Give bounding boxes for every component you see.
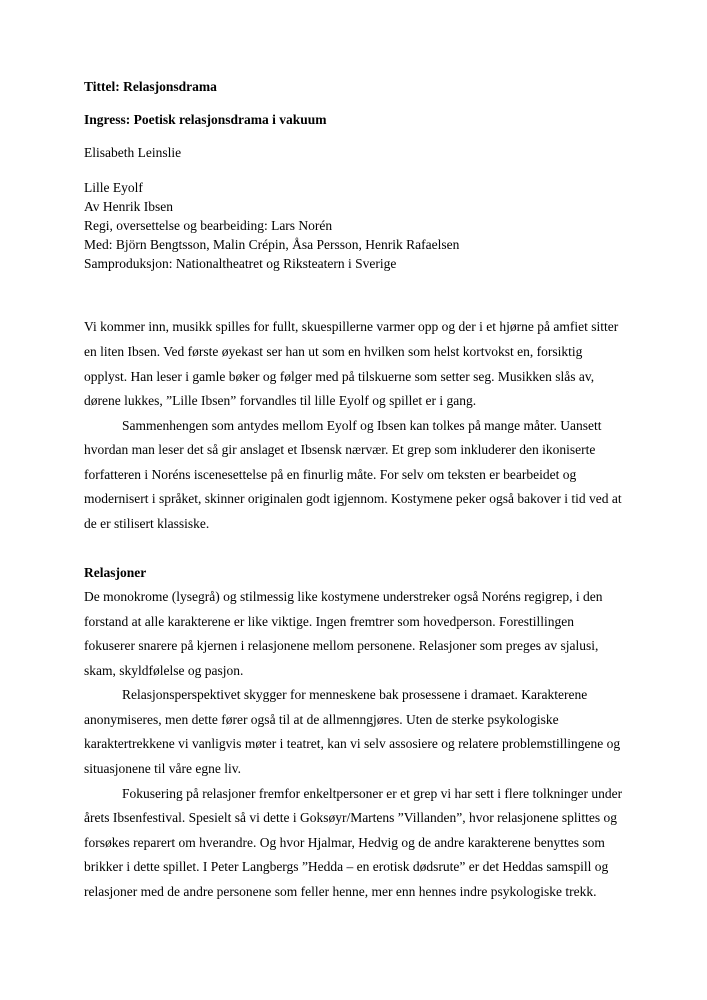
credit-line-cast: Med: Björn Bengtsson, Malin Crépin, Åsa Persson, Henrik Rafaelsen <box>84 237 460 253</box>
section-paragraph-3: Fokusering på relasjoner fremfor enkeltpersoner er et grep vi har sett i flere tolkninger under årets Ibsenfestival. Spesielt så vi dette i Goksøyr/Martens ”Villanden”, hvor relasjonene splittes og forsøkes reparert om hverandre. Og hvor Hjalmar, Hedvig og de andre karakterene benyttes som brikker i dette spillet. I Peter Langbergs ”Hedda – en erotisk dødsrute” er det Heddas samspill og relasjoner med de andre personene som feller henne, mer enn hennes indre psykologiske trekk. <box>84 785 623 899</box>
intro-paragraph-1: Vi kommer inn, musikk spilles for fullt, skuespillerne varmer opp og der i et hjørne på amfiet sitter en liten Ibsen. Ved første øyekast ser han ut som en hvilken som helst kortvokst en, forsiktig opplyst. Han leser i gamle bøker og følger med på tilskuerne som setter seg. Musikken slås av, dørene lukkes, ”Lille Ibsen” forvandles til lille Eyolf og spillet er i gang. <box>84 319 619 409</box>
credits-body-spacer <box>84 293 623 315</box>
section-paragraph-1: De monokrome (lysegrå) og stilmessig like kostymene understreker også Noréns regigrep, i den forstand at alle karakterene er like viktige. Ingen fremtrer som hovedperson. Forestillingen fokuserer snarere på kjernen i relasjonene mellom personene. Relasjoner som preges av sjalusi, skam, skyldfølelse og pasjon. <box>84 589 603 678</box>
intro-paragraph-2: Sammenhengen som antydes mellom Eyolf og Ibsen kan tolkes på mange måter. Uansett hvordan man leser det så gir anslaget et Ibsensk nærvær. Et grep som inkluderer den ikoniserte forfatteren i Noréns iscenesettelse på en finurlig måte. For selv om teksten er bearbeidet og modernisert i språket, skinner originalen godt igjennom. Kostymene peker også bakover i tid ved at de er stilisert klassiske. <box>84 417 622 531</box>
section-spacer <box>84 537 623 561</box>
credit-line-play-title: Lille Eyolf <box>84 179 143 195</box>
production-credits <box>84 178 623 274</box>
credit-line-coproduction: Samproduksjon: Nationaltheatret og Riksteatern i Sverige <box>84 256 397 272</box>
credit-line-director: Regi, oversettelse og bearbeiding: Lars Norén <box>84 217 333 233</box>
credit-line-playwright: Av Henrik Ibsen <box>84 198 173 214</box>
section-paragraph-2: Relasjonsperspektivet skygger for menneskene bak prosessene i dramaet. Karakterene anonymiseres, men dette fører også til at de allmenngjøres. Uten de sterke psykologiske karaktertrekkene vi vanligvis møter i teatret, kan vi selv assosiere og relatere problemstillingene og situasjonene til våre egne liv. <box>84 687 621 776</box>
section-heading-relasjoner: Relasjoner <box>84 564 147 580</box>
document-author: Elisabeth Leinslie <box>84 145 182 161</box>
document-ingress: Ingress: Poetisk relasjonsdrama i vakuum <box>84 112 327 128</box>
document-title: Tittel: Relasjonsdrama <box>84 79 217 94</box>
